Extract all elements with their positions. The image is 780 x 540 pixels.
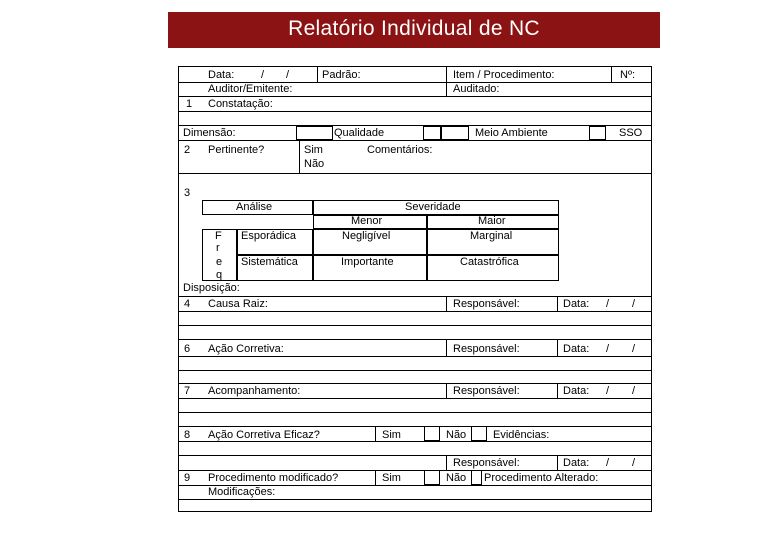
- modificado-sim[interactable]: Sim: [382, 472, 401, 484]
- causa-raiz-label: Causa Raiz:: [208, 298, 268, 310]
- acao-eficaz-label: Ação Corretiva Eficaz?: [208, 429, 320, 441]
- data-label: Data:: [563, 385, 590, 397]
- row-number: 6: [184, 343, 191, 355]
- row-number: 1: [186, 98, 193, 110]
- title-banner: [168, 12, 660, 48]
- padrao-label: Padrão:: [322, 69, 361, 81]
- responsavel-label: Responsável:: [453, 298, 520, 310]
- sistematica-cell: Sistemática: [241, 256, 298, 268]
- row-number: 4: [184, 298, 191, 310]
- date-slash: /: [606, 457, 610, 469]
- date-slash: /: [606, 343, 610, 355]
- date-slash: /: [632, 298, 636, 310]
- responsavel-label: Responsável:: [453, 385, 520, 397]
- auditado-label: Auditado:: [453, 83, 500, 95]
- nc-form: [178, 66, 652, 512]
- data-label: Data:: [563, 298, 590, 310]
- eficaz-nao[interactable]: Não: [446, 429, 467, 441]
- auditor-label: Auditor/Emitente:: [208, 83, 293, 95]
- data-label: Data:: [563, 457, 590, 469]
- qualidade-mark-box[interactable]: [423, 126, 441, 140]
- meio-ambiente-option: Meio Ambiente: [475, 127, 548, 139]
- modificado-sim-checkbox[interactable]: [424, 470, 440, 485]
- date-slash: /: [606, 298, 610, 310]
- responsavel-label: Responsável:: [453, 343, 520, 355]
- analise-label: Análise: [236, 201, 273, 213]
- date-slash: /: [632, 457, 636, 469]
- menor-label: Menor: [351, 215, 383, 227]
- evidencias-label: Evidências:: [493, 429, 550, 441]
- pertinente-nao[interactable]: Não: [304, 158, 325, 170]
- constatacao-label: Constatação:: [208, 98, 273, 110]
- pertinente-label: Pertinente?: [208, 144, 265, 156]
- eficaz-sim-checkbox[interactable]: [424, 426, 440, 441]
- date-slash: /: [286, 69, 290, 81]
- row-number: 2: [184, 144, 191, 156]
- modificado-nao[interactable]: Não: [446, 472, 467, 484]
- esporadica-cell: Esporádica: [241, 230, 297, 242]
- date-slash: /: [632, 385, 636, 397]
- sso-option: SSO: [619, 127, 643, 139]
- disposicao-label: Disposição:: [183, 282, 240, 294]
- freq-letter: r: [216, 242, 220, 254]
- brand-logo: [620, 0, 780, 48]
- qualidade-option: Qualidade: [334, 127, 385, 139]
- acao-corretiva-label: Ação Corretiva:: [208, 343, 284, 355]
- data-label: Data:: [208, 69, 235, 81]
- catastrofica-cell: Catastrófica: [460, 256, 519, 268]
- page-title: Relatório Individual de NC: [288, 17, 540, 40]
- freq-letter: q: [216, 269, 223, 281]
- pertinente-sim[interactable]: Sim: [304, 144, 323, 156]
- negligivel-cell: Negligível: [342, 230, 391, 242]
- row-number: 7: [184, 385, 191, 397]
- row-number: 8: [184, 429, 191, 441]
- numero-label: Nº:: [620, 69, 636, 81]
- acompanhamento-label: Acompanhamento:: [208, 385, 301, 397]
- severidade-label: Severidade: [405, 201, 461, 213]
- data-label: Data:: [563, 343, 590, 355]
- qualidade-checkbox[interactable]: [296, 126, 333, 140]
- item-procedimento-label: Item / Procedimento:: [453, 69, 555, 81]
- date-slash: /: [632, 343, 636, 355]
- modificacoes-label: Modificações:: [208, 486, 276, 498]
- maior-label: Maior: [478, 215, 506, 227]
- marginal-cell: Marginal: [470, 230, 513, 242]
- date-slash: /: [261, 69, 265, 81]
- freq-letter: e: [216, 256, 223, 268]
- meio-ambiente-checkbox[interactable]: [441, 126, 469, 140]
- procedimento-modificado-label: Procedimento modificado?: [208, 472, 339, 484]
- freq-letter: F: [215, 230, 222, 242]
- importante-cell: Importante: [341, 256, 394, 268]
- responsavel-label: Responsável:: [453, 457, 520, 469]
- eficaz-nao-checkbox[interactable]: [471, 426, 487, 441]
- date-slash: /: [606, 385, 610, 397]
- procedimento-alterado-label: Procedimento Alterado:: [484, 472, 599, 484]
- eficaz-sim[interactable]: Sim: [382, 429, 401, 441]
- meio-ambiente-mark-box[interactable]: [589, 126, 606, 140]
- modificado-nao-checkbox[interactable]: [471, 470, 482, 485]
- comentarios-label: Comentários:: [367, 144, 433, 156]
- row-number: 3: [184, 187, 191, 199]
- row-number: 9: [184, 472, 191, 484]
- dimensao-label: Dimensão:: [183, 127, 236, 139]
